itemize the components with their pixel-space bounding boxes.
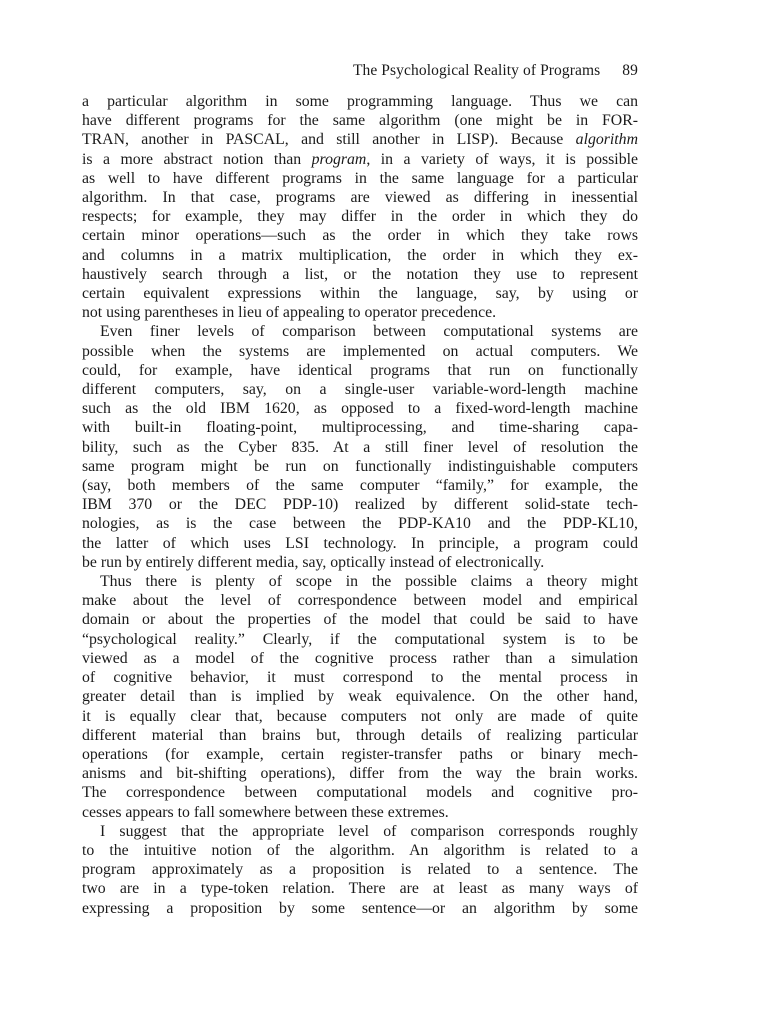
text-line: viewed as a model of the cognitive process rather than a simulation	[82, 649, 638, 667]
text-line: to the intuitive notion of the algorithm. An algorithm is related to a	[82, 841, 638, 859]
emphasized-term: algorithm	[575, 131, 638, 149]
text-line: could, for example, have identical programs that run on functionally	[82, 361, 638, 379]
text-line: nologies, as is the case between the PDP-KA10 and the PDP-KL10,	[82, 515, 638, 533]
text-line: anisms and bit-shifting operations), differ from the way the brain works.	[82, 765, 638, 783]
text-line: be run by entirely different media, say, optically instead of electronically.	[82, 553, 545, 571]
running-head	[82, 62, 638, 80]
text-line: certain equivalent expressions within the language, say, by using or	[82, 285, 638, 303]
text-line: cesses appears to fall somewhere between these extremes.	[82, 803, 449, 821]
text-line: with built-in floating-point, multiprocessing, and time-sharing capa-	[82, 419, 638, 437]
text-line: Thus there is plenty of scope in the possible claims a theory might	[100, 573, 638, 591]
paragraph-2	[82, 322, 638, 572]
page-number: 89	[622, 62, 638, 79]
emphasized-term: program	[311, 150, 367, 168]
text-line: domain or about the properties of the model that could be said to have	[82, 611, 638, 629]
text-line: and columns in a matrix multiplication, the order in which they ex-	[82, 246, 638, 264]
text-line: it is equally clear that, because computers not only are made of quite	[82, 707, 638, 725]
text-line: not using parentheses in lieu of appealing to operator precedence.	[82, 304, 497, 322]
text-line: greater detail than is implied by weak equivalence. On the other hand,	[82, 688, 638, 706]
text-line: different computers, say, on a single-user variable-word-length machine	[82, 381, 638, 399]
text-line: (say, both members of the same computer “family,” for example, the	[82, 477, 638, 495]
text-line: such as the old IBM 1620, as opposed to a fixed-word-length machine	[82, 400, 638, 418]
text-line: have different programs for the same algorithm (one might be in FOR-	[82, 112, 638, 130]
text-line: IBM 370 or the DEC PDP-10) realized by different solid-state tech-	[82, 496, 638, 514]
text-line: operations (for example, certain register-transfer paths or binary mech-	[82, 745, 638, 763]
text-line: Even finer levels of comparison between computational systems are	[100, 323, 638, 341]
text-line: as well to have different programs in the same language for a particular	[82, 169, 638, 187]
text-line: TRAN, another in PASCAL, and still another in LISP). Because algorithm	[82, 131, 638, 149]
paragraph-4	[82, 822, 638, 918]
text-line: “psychological reality.” Clearly, if the computational system is to be	[82, 630, 638, 648]
text-line: same program might be run on functionally indistinguishable computers	[82, 457, 638, 475]
text-line: expressing a proposition by some sentence—or an algorithm by some	[82, 899, 638, 917]
paragraph-3	[82, 572, 638, 822]
text-line: algorithm. In that case, programs are viewed as differing in inessential	[82, 189, 638, 207]
text-line: certain minor operations—such as the order in which they take rows	[82, 227, 638, 245]
text-line: program approximately as a proposition is related to a sentence. The	[82, 861, 638, 879]
text-line: two are in a type-token relation. There are at least as many ways of	[82, 880, 638, 898]
body-text	[82, 92, 638, 918]
text-line: a particular algorithm in some programming language. Thus we can	[82, 93, 638, 110]
text-line: make about the level of correspondence between model and empirical	[82, 592, 638, 610]
text-line: The correspondence between computational models and cognitive pro-	[82, 784, 638, 802]
text-line: the latter of which uses LSI technology. In principle, a program could	[82, 534, 638, 552]
text-line: of cognitive behavior, it must correspond to the mental process in	[82, 669, 638, 687]
text-line: is a more abstract notion than program, in a variety of ways, it is possible	[82, 150, 638, 168]
running-title: The Psychological Reality of Programs	[352, 62, 601, 79]
paragraph-1	[82, 92, 638, 322]
text-line: respects; for example, they may differ in the order in which they do	[82, 208, 638, 226]
text-line: I suggest that the appropriate level of comparison corresponds roughly	[100, 822, 638, 840]
text-line: bility, such as the Cyber 835. At a still finer level of resolution the	[82, 438, 638, 456]
text-line: haustively search through a list, or the notation they use to represent	[82, 265, 638, 283]
text-line: possible when the systems are implemented on actual computers. We	[82, 342, 638, 360]
text-line: different material than brains but, through details of realizing particular	[82, 726, 638, 744]
